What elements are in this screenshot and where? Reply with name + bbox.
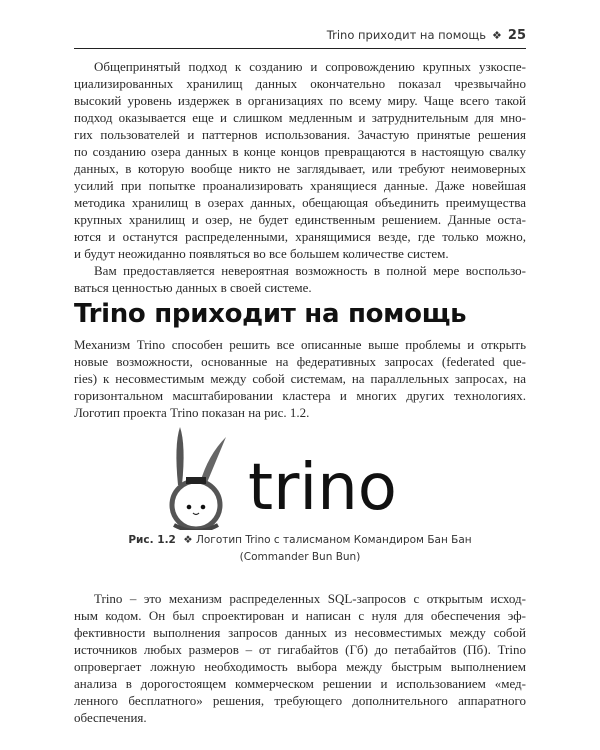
page-number: 25 [507, 28, 526, 43]
running-title: Trino приходит на помощь [326, 28, 487, 42]
text-line: методика хранилищ в озерах данных, обещающая объединить преимущества [74, 195, 526, 210]
ornament-icon: ❖ [183, 534, 193, 546]
text-line: циализированных хранилищ данных окончательно показал чрезвычайно [74, 76, 526, 91]
text-line: ries) к несовместимым между собой системам, на параллельных запросах, на [74, 371, 526, 386]
section-title: Trino приходит на помощь [74, 299, 467, 329]
text-line: фективности выполнения запросов данных из несовместимых между собой [74, 625, 526, 640]
running-header [74, 28, 526, 46]
figure-caption [74, 532, 526, 566]
figure-label: Рис. 1.2 [128, 534, 176, 546]
paragraph-2 [74, 262, 526, 296]
text-line: анализа в дорогостоящем коммерческом решении и использованием «мед- [74, 676, 526, 691]
trino-wordmark: trino [248, 451, 397, 525]
text-line: крупных хранилищ и озер, не будет единственным решением. Данные оста- [74, 212, 526, 227]
text-line: и будут неожиданно появляться во все большем количестве систем. [74, 246, 449, 261]
text-line: ются и останутся распределенными, хранящимися везде, где только можно, [74, 229, 526, 244]
text-line: источников любых размеров – от гигабайтов (Гб) до петабайтов (Пб). Trino [74, 642, 526, 657]
paragraph-1 [74, 58, 526, 262]
text-line: усилий при попытке проанализировать хранящиеся данные. Даже новейшая [74, 178, 526, 193]
text-line: опровергает ложную необходимость выбора между быстрым выполнением [74, 659, 526, 674]
paragraph-4 [74, 590, 526, 726]
text-line: Вам предоставляется невероятная возможность в полной мере воспользо- [94, 263, 526, 278]
text-line: горизонтальном масштабировании кластера и многих других технологиях. [74, 388, 526, 403]
text-line: Trino – это механизм распределенных SQL-запросов с открытым исход- [94, 591, 526, 606]
paragraph-3 [74, 336, 526, 421]
text-line: гих пользователей и паттернов использования. Зачастую принятые решения [74, 127, 526, 142]
text-line: по созданию озера данных в конце концов превращаются в настоящую свалку [74, 144, 526, 159]
text-line: Общепринятый подход к созданию и сопровождению крупных узкоспе- [94, 59, 526, 74]
trino-logo-figure [160, 425, 460, 530]
caption-text: Логотип Trino с талисманом Командиром Бан Бан [195, 534, 472, 546]
text-line: ваться ценностью данных в своей системе. [74, 280, 312, 295]
text-line: ленного бесплатного» решения, требующего дополнительного аппаратного [74, 693, 526, 708]
text-line: данных, в которую вообще никто не заглядывает, или требуют неимоверных [74, 161, 526, 176]
ornament-icon: ❖ [492, 29, 502, 42]
text-line: новые возможности, основанные на федеративных запросах (federated que- [74, 354, 526, 369]
header-rule [74, 48, 526, 49]
text-line: высокий уровень издержек в организациях по всему миру. Чаще всего такой [74, 93, 526, 108]
text-line: Механизм Trino способен решить все описанные выше проблемы и открыть [74, 337, 526, 352]
text-line: подход оказывается еще и слишком медленным и затруднительным для мно- [74, 110, 526, 125]
text-line: обеспечения. [74, 710, 147, 725]
caption-text-2: (Commander Bun Bun) [239, 551, 361, 563]
bunny-mascot-icon [172, 427, 226, 530]
text-line: ным кодом. Он был спроектирован и написан с нуля для обеспечения эф- [74, 608, 526, 623]
text-line: Логотип проекта Trino показан на рис. 1.2. [74, 405, 310, 420]
